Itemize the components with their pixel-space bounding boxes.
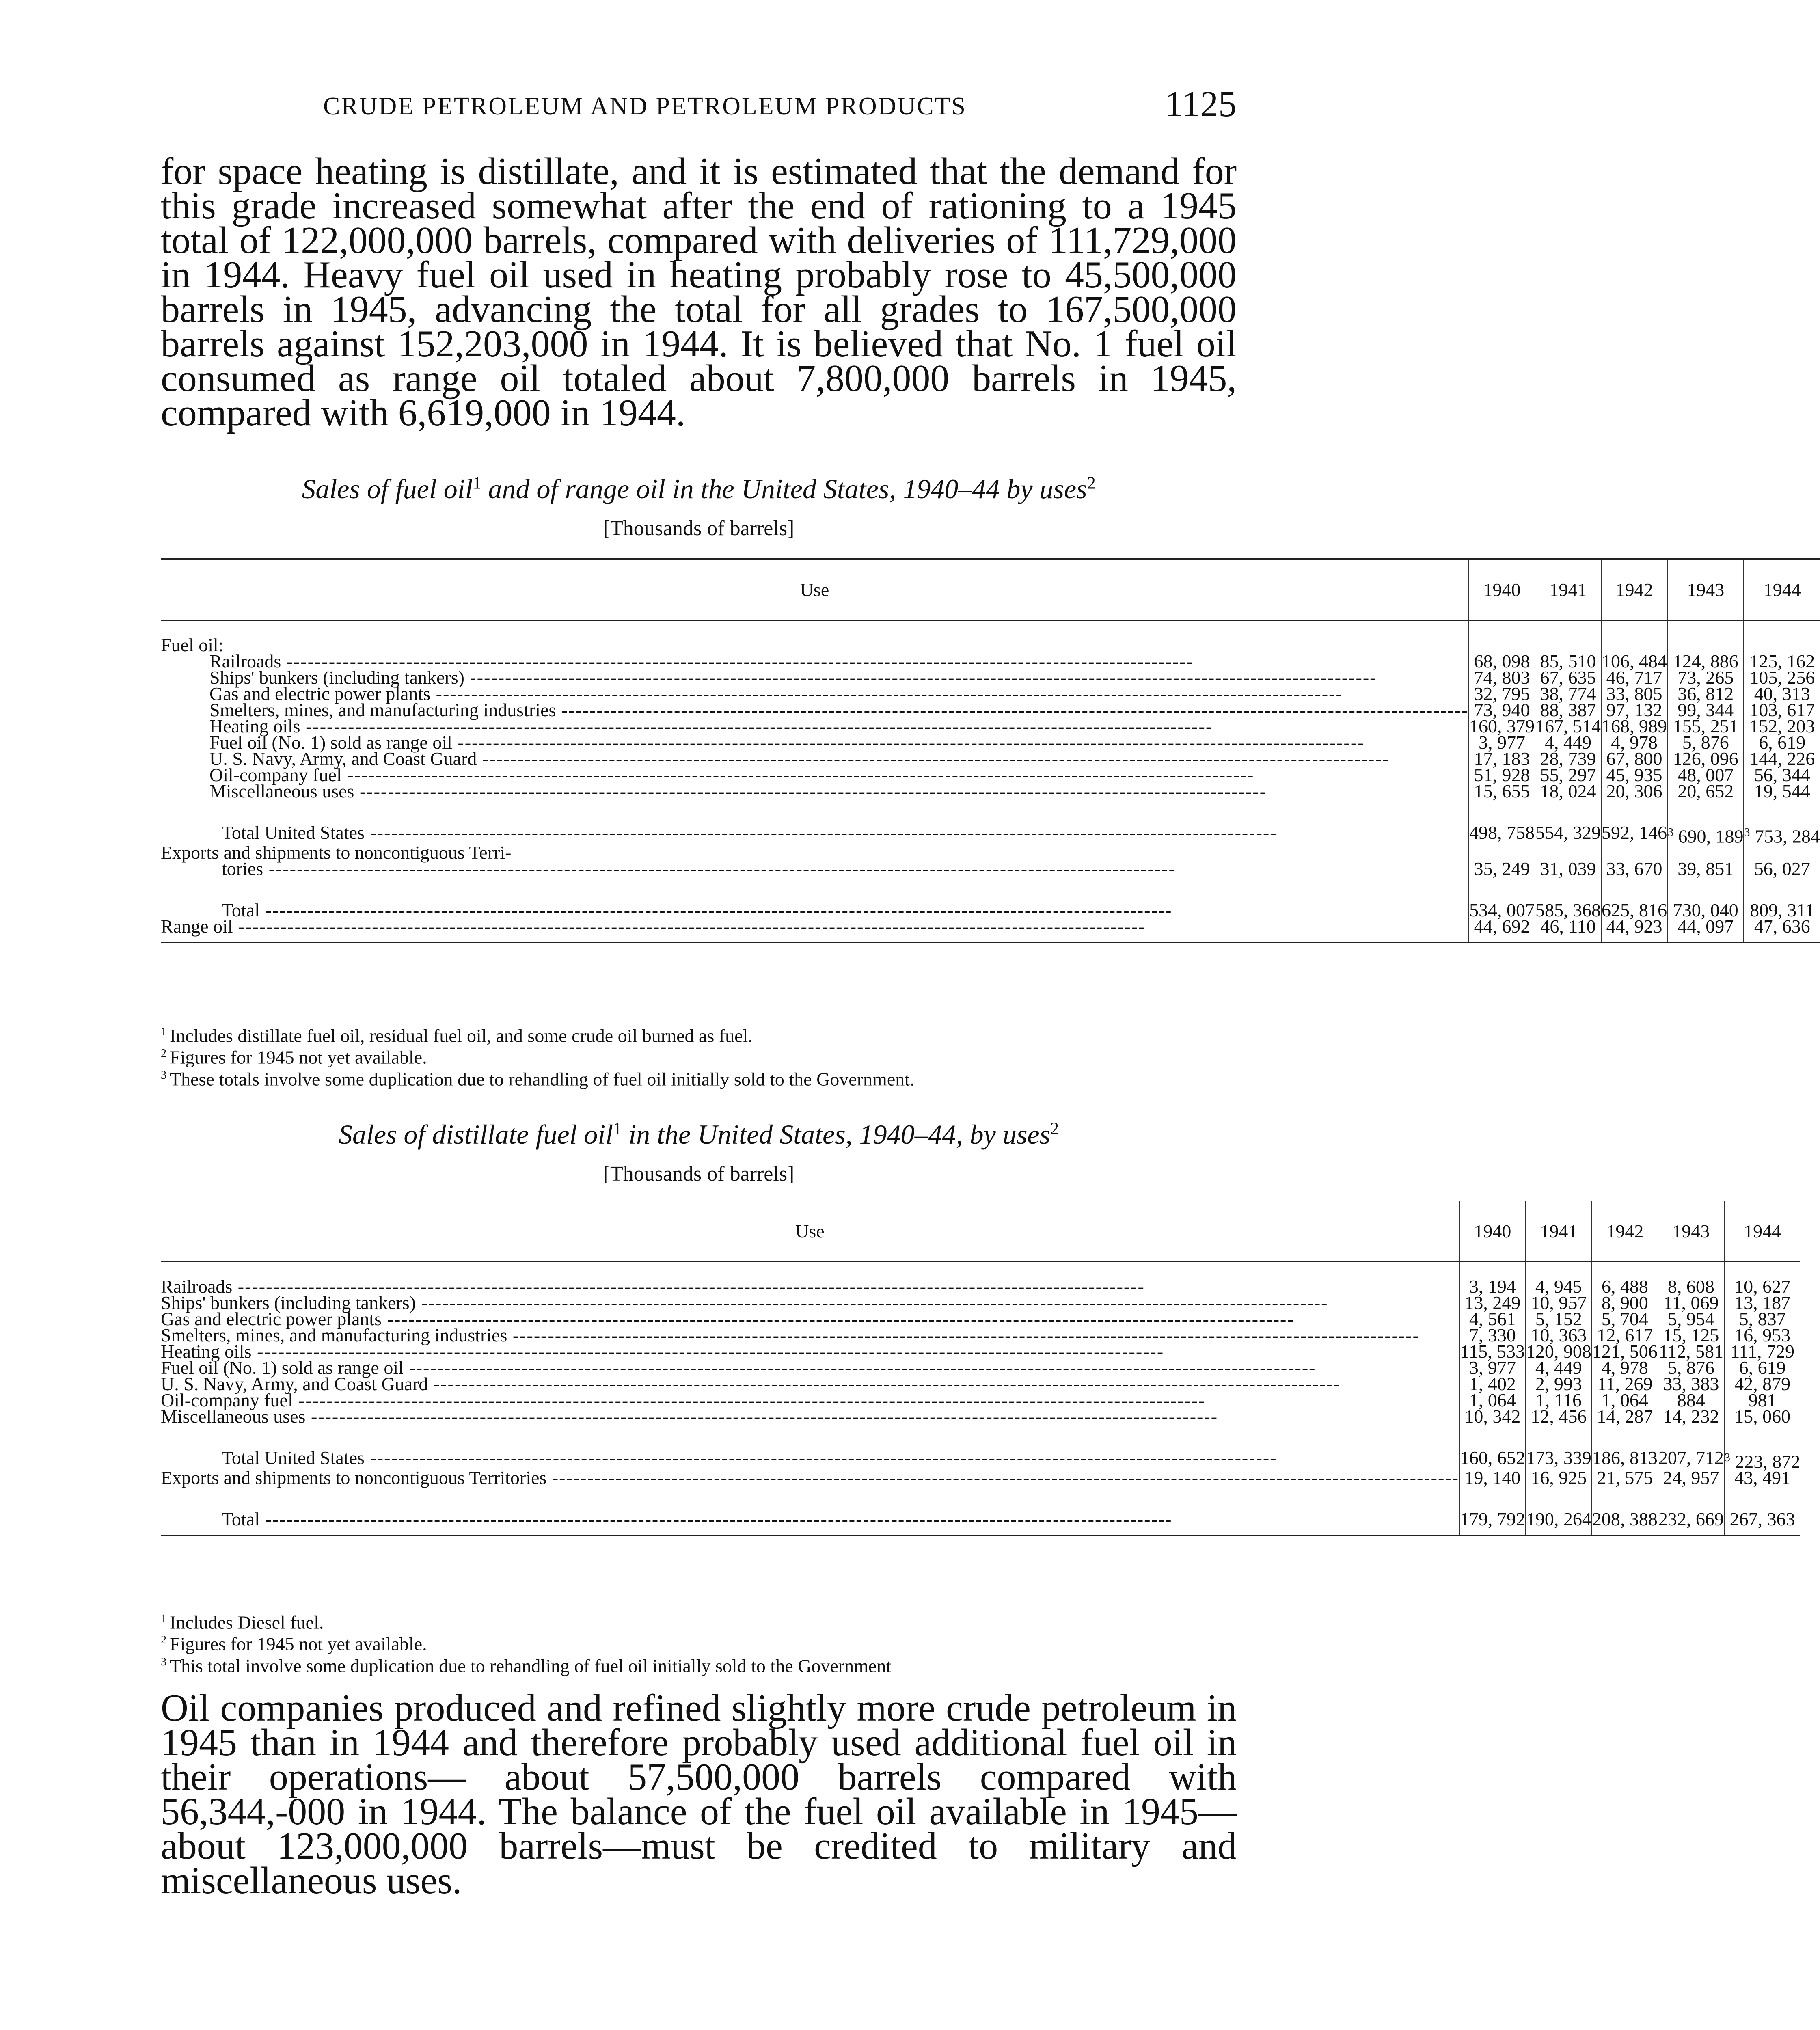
group-row — [161, 620, 1820, 654]
cell-value: 15, 060 — [1724, 1408, 1801, 1425]
cell-value: 10, 627 — [1724, 1262, 1801, 1295]
footnote-mark: 3 — [1667, 826, 1673, 839]
cell-value: 74, 803 — [1469, 669, 1535, 686]
cell-value: 208, 388 — [1592, 1511, 1658, 1535]
cell-value: 223, 872 — [1735, 1451, 1801, 1472]
row-label: Miscellaneous uses ----- — [209, 781, 1267, 801]
cell-value: 68, 098 — [1469, 653, 1535, 669]
cell-value: 4, 945 — [1526, 1262, 1592, 1295]
footnote: $^1$ Includes distillate fuel oil, residual fuel oil, and some crude oil burned as fuel. — [161, 1025, 753, 1046]
row-label: Miscellaneous uses ----- — [161, 1406, 1218, 1427]
footnote: $^3$ This total involve some duplication due to rehandling of fuel oil initially sold to the Government — [161, 1655, 892, 1676]
cell-value: 51, 928 — [1469, 767, 1535, 783]
row-label: Heating oils ----- — [161, 1341, 1164, 1362]
cell-value: 1, 402 — [1459, 1376, 1526, 1392]
row-label: Total United States ----- — [222, 822, 1277, 843]
cell-value: 103, 617 — [1744, 702, 1820, 718]
cell-value: 120, 908 — [1526, 1341, 1591, 1362]
cell-value: 20, 652 — [1667, 783, 1744, 799]
cell-value: 155, 251 — [1667, 718, 1744, 734]
cell-value: 32, 795 — [1469, 686, 1535, 702]
cell-value: 125, 162 — [1744, 653, 1820, 669]
cell-value: 33, 670 — [1601, 861, 1667, 877]
row-label: U. S. Navy, Army, and Coast Guard ----- — [209, 748, 1389, 769]
cell-value: 73, 940 — [1469, 702, 1535, 718]
cell-value: 6, 619 — [1744, 734, 1820, 751]
cell-value: 4, 978 — [1592, 1360, 1658, 1376]
row-label: Oil-company fuel ----- — [161, 1390, 1205, 1410]
cell-value: 585, 368 — [1535, 900, 1601, 921]
cell-value: 179, 792 — [1459, 1511, 1526, 1535]
cell-value: 5, 152 — [1526, 1311, 1592, 1327]
cell-value: 19, 140 — [1459, 1470, 1526, 1486]
cell-value: 4, 978 — [1601, 734, 1667, 751]
cell-value: 144, 226 — [1744, 751, 1820, 767]
cell-value: 31, 039 — [1535, 861, 1601, 877]
cell-value: 554, 329 — [1535, 825, 1601, 844]
cell-value: 809, 311 — [1744, 902, 1820, 918]
spacer-row — [161, 877, 1820, 902]
total-row — [161, 1511, 1800, 1535]
column-header-use: Use — [161, 1201, 1459, 1262]
cell-value: 56, 344 — [1744, 767, 1820, 783]
row-label: Oil-company fuel ----- — [209, 764, 1254, 785]
table-row — [161, 1262, 1800, 1295]
cell-value: 124, 886 — [1667, 653, 1744, 669]
footnote: $^2$ Figures for 1945 not yet available. — [161, 1633, 427, 1654]
group-label: Fuel oil: — [161, 635, 224, 655]
cell-value: 15, 655 — [1469, 783, 1535, 799]
column-header-year: 1943 — [1667, 559, 1744, 620]
column-header-year: 1944 — [1744, 559, 1820, 620]
row-label: Heating oils ----- — [209, 716, 1213, 736]
cell-value: 16, 953 — [1724, 1327, 1801, 1343]
cell-value: 99, 344 — [1667, 702, 1744, 718]
row-label: Range oil ----- — [161, 916, 1145, 937]
table-1-units: [Thousands of barrels] — [603, 517, 794, 540]
cell-value: 35, 249 — [1469, 861, 1535, 877]
cell-value: 16, 925 — [1526, 1470, 1592, 1486]
cell-value: 6, 488 — [1592, 1262, 1658, 1295]
cell-value: 112, 581 — [1658, 1341, 1724, 1362]
table-2-header-row — [161, 1201, 1800, 1262]
cell-value: 498, 758 — [1469, 825, 1535, 844]
cell-value: 207, 712 — [1658, 1450, 1724, 1470]
body-paragraph-1: for space heating is distillate, and it is estimated that the demand for this grade increased somewhat after the end of rationing to a 1945 total of 122,000,000 barrels, compared with deliveries of 111,729,000 in 1944. Heavy fuel oil used in heating probably rose to 45,500,000 barrels in 1945, advancing the total for all grades to 167,500,000 barrels against 152,203,000 in 1944. It is believed that No. 1 fuel oil consumed as range oil totaled about 7,800,000 barrels in 1945, compared with 6,619,000 in 1944. — [161, 150, 1237, 434]
cell-value: 152, 203 — [1744, 718, 1820, 734]
footnote: $^1$ Includes Diesel fuel. — [161, 1612, 324, 1633]
cell-value: 55, 297 — [1535, 767, 1601, 783]
cell-value: 3, 977 — [1469, 734, 1535, 751]
spacer-row — [161, 1425, 1800, 1450]
cell-value: 20, 306 — [1601, 783, 1667, 799]
row-label: Smelters, mines, and manufacturing industries ----- — [209, 700, 1468, 720]
table-1-footnotes — [161, 1023, 1237, 1088]
cell-value: 121, 506 — [1592, 1341, 1658, 1362]
column-header-year: 1942 — [1601, 559, 1667, 620]
cell-value: 46, 717 — [1601, 669, 1667, 686]
column-header-year: 1940 — [1459, 1201, 1526, 1262]
cell-value: 190, 264 — [1526, 1511, 1592, 1535]
row-label: Gas and electric power plants ----- — [209, 683, 1343, 704]
row-label: Total ----- — [222, 900, 1172, 920]
cell-value: 3, 194 — [1459, 1262, 1526, 1295]
cell-value: 10, 342 — [1459, 1408, 1526, 1425]
cell-value: 97, 132 — [1601, 702, 1667, 718]
column-header-year: 1943 — [1658, 1201, 1724, 1262]
cell-value: 232, 669 — [1658, 1511, 1724, 1535]
cell-value: 33, 383 — [1658, 1376, 1724, 1392]
cell-value: 36, 812 — [1667, 686, 1744, 702]
cell-value: 5, 837 — [1724, 1311, 1801, 1327]
footnote: $^3$ These totals involve some duplication due to rehandling of fuel oil initially sold to the Government. — [161, 1068, 915, 1089]
cell-value: 8, 608 — [1658, 1262, 1724, 1295]
cell-value: 44, 923 — [1601, 918, 1667, 943]
cell-value: 13, 249 — [1459, 1295, 1526, 1311]
cell-value: 5, 954 — [1658, 1311, 1724, 1327]
cell-value: 111, 729 — [1724, 1343, 1801, 1360]
cell-value: 3, 977 — [1459, 1360, 1526, 1376]
cell-value: 7, 330 — [1459, 1327, 1526, 1343]
row-label: Total United States ----- — [222, 1447, 1277, 1468]
cell-value: 6, 619 — [1724, 1360, 1801, 1376]
cell-value: 11, 069 — [1658, 1295, 1724, 1311]
cell-value: 73, 265 — [1667, 669, 1744, 686]
cell-value: 15, 125 — [1658, 1327, 1724, 1343]
cell-value: 105, 256 — [1744, 669, 1820, 686]
cell-value: 42, 879 — [1724, 1376, 1801, 1392]
table-1-header-row — [161, 559, 1820, 620]
cell-value: 160, 652 — [1459, 1450, 1526, 1470]
cell-value: 11, 269 — [1592, 1376, 1658, 1392]
footnote-mark: 3 — [1744, 826, 1750, 839]
table-row — [161, 783, 1820, 799]
cell-value: 168, 989 — [1601, 716, 1667, 736]
row-label: Railroads ----- — [209, 651, 1194, 672]
cell-value: 43, 491 — [1724, 1470, 1801, 1486]
cell-value: 56, 027 — [1744, 861, 1820, 877]
row-label: Ships' bunkers (including tankers) ----- — [209, 667, 1377, 688]
table-row — [161, 1408, 1800, 1425]
table-1 — [161, 558, 1820, 943]
column-header-year: 1941 — [1526, 1201, 1592, 1262]
cell-value: 4, 561 — [1459, 1311, 1526, 1327]
body-paragraph-2: Oil companies produced and refined slightly more crude petroleum in 1945 than in 1944 and therefore probably used additional fuel oil in their operations— about 57,500,000 barrels compared with 56,344,-000 in 1944. The balance of the fuel oil available in 1945—about 123,000,000 barrels—must be credited to military and miscellaneous uses. — [161, 1687, 1237, 1902]
cell-value: 4, 449 — [1535, 734, 1601, 751]
cell-value: 12, 617 — [1592, 1327, 1658, 1343]
cell-value: 12, 456 — [1526, 1408, 1592, 1425]
cell-value: 592, 146 — [1601, 825, 1667, 844]
cell-value: 4, 449 — [1526, 1360, 1592, 1376]
cell-value: 38, 774 — [1535, 686, 1601, 702]
running-head — [161, 83, 1237, 136]
cell-value: 981 — [1724, 1392, 1801, 1408]
cell-value: 67, 635 — [1535, 669, 1601, 686]
row-label: Ships' bunkers (including tankers) ----- — [161, 1292, 1328, 1313]
cell-value: 1, 116 — [1526, 1392, 1592, 1408]
row-label: Fuel oil (No. 1) sold as range oil ----- — [161, 1357, 1316, 1378]
cell-value: 39, 851 — [1667, 861, 1744, 877]
row-label: Fuel oil (No. 1) sold as range oil ----- — [209, 732, 1365, 753]
column-header-use: Use — [161, 559, 1469, 620]
row-label: Exports and shipments to noncontiguous Territories ----- — [161, 1467, 1459, 1488]
exports-row — [161, 1470, 1800, 1486]
cell-value: 115, 533 — [1460, 1341, 1525, 1362]
table-2-footnotes — [161, 1610, 1237, 1675]
cell-value: 267, 363 — [1724, 1511, 1801, 1535]
cell-value: 24, 957 — [1658, 1470, 1724, 1486]
cell-value: 13, 187 — [1724, 1295, 1801, 1311]
cell-value: 753, 284 — [1754, 826, 1820, 847]
cell-value: 14, 287 — [1592, 1408, 1658, 1425]
exports-row — [161, 861, 1820, 877]
cell-value: 1, 064 — [1459, 1392, 1526, 1408]
cell-value: 106, 484 — [1601, 651, 1667, 672]
row-label: Exports and shipments to noncontiguous Terri- — [161, 842, 512, 863]
range-oil-row — [161, 918, 1820, 943]
row-label: U. S. Navy, Army, and Coast Guard ----- — [161, 1373, 1341, 1394]
cell-value: 167, 514 — [1535, 716, 1601, 736]
row-label: Smelters, mines, and manufacturing industries ----- — [161, 1325, 1420, 1345]
cell-value: 14, 232 — [1658, 1408, 1724, 1425]
table-1-caption: Sales of fuel oil$^1$ and of range oil in the United States, 1940–44 by uses$^2$ — [302, 473, 1096, 504]
cell-value: 46, 110 — [1535, 918, 1601, 943]
table-2 — [161, 1200, 1800, 1536]
cell-value: 19, 544 — [1744, 783, 1820, 799]
running-title: CRUDE PETROLEUM AND PETROLEUM PRODUCTS — [323, 93, 967, 120]
total-united-states-row — [161, 825, 1820, 844]
cell-value: 17, 183 — [1469, 751, 1535, 767]
page-number: 1125 — [1165, 84, 1237, 124]
cell-value: 884 — [1658, 1392, 1724, 1408]
spacer-row — [161, 1486, 1800, 1511]
cell-value: 2, 993 — [1526, 1376, 1592, 1392]
cell-value: 45, 935 — [1601, 767, 1667, 783]
cell-value: 1, 064 — [1592, 1392, 1658, 1408]
cell-value: 160, 379 — [1469, 716, 1535, 736]
cell-value: 21, 575 — [1592, 1470, 1658, 1486]
column-header-year: 1941 — [1535, 559, 1601, 620]
cell-value: 67, 800 — [1601, 751, 1667, 767]
cell-value: 48, 007 — [1667, 767, 1744, 783]
row-label: Railroads ----- — [161, 1276, 1145, 1297]
cell-value: 173, 339 — [1526, 1450, 1592, 1470]
cell-value: 40, 313 — [1744, 686, 1820, 702]
cell-value: 10, 363 — [1526, 1327, 1592, 1343]
cell-value: 625, 816 — [1601, 900, 1667, 921]
footnote: $^2$ Figures for 1945 not yet available. — [161, 1047, 427, 1068]
table-2-units: [Thousands of barrels] — [603, 1162, 794, 1186]
cell-value: 5, 876 — [1658, 1360, 1724, 1376]
cell-value: 44, 097 — [1667, 918, 1744, 943]
cell-value: 18, 024 — [1535, 783, 1601, 799]
cell-value: 28, 739 — [1535, 751, 1601, 767]
cell-value: 690, 189 — [1678, 826, 1744, 847]
cell-value: 730, 040 — [1667, 902, 1744, 918]
row-label: Total ----- — [222, 1509, 1172, 1529]
cell-value: 126, 096 — [1667, 751, 1744, 767]
table-2-caption: Sales of distillate fuel oil$^1$ in the United States, 1940–44, by uses$^2$ — [339, 1119, 1059, 1150]
cell-value: 85, 510 — [1535, 653, 1601, 669]
cell-value: 5, 704 — [1592, 1311, 1658, 1327]
footnote-mark: 3 — [1724, 1451, 1730, 1464]
row-label: tories ----- — [222, 858, 1176, 879]
column-header-year: 1942 — [1592, 1201, 1658, 1262]
row-label: Gas and electric power plants ----- — [161, 1309, 1294, 1329]
cell-value: 47, 636 — [1744, 918, 1820, 943]
cell-value: 5, 876 — [1667, 734, 1744, 751]
cell-value: 186, 813 — [1592, 1450, 1658, 1470]
cell-value: 10, 957 — [1526, 1295, 1592, 1311]
cell-value: 8, 900 — [1592, 1295, 1658, 1311]
cell-value: 534, 007 — [1469, 900, 1535, 921]
column-header-year: 1940 — [1469, 559, 1535, 620]
column-header-year: 1944 — [1724, 1201, 1801, 1262]
cell-value: 44, 692 — [1469, 918, 1535, 943]
spacer-row — [161, 799, 1820, 825]
cell-value: 33, 805 — [1601, 686, 1667, 702]
total-united-states-row — [161, 1450, 1800, 1470]
cell-value: 88, 387 — [1535, 702, 1601, 718]
